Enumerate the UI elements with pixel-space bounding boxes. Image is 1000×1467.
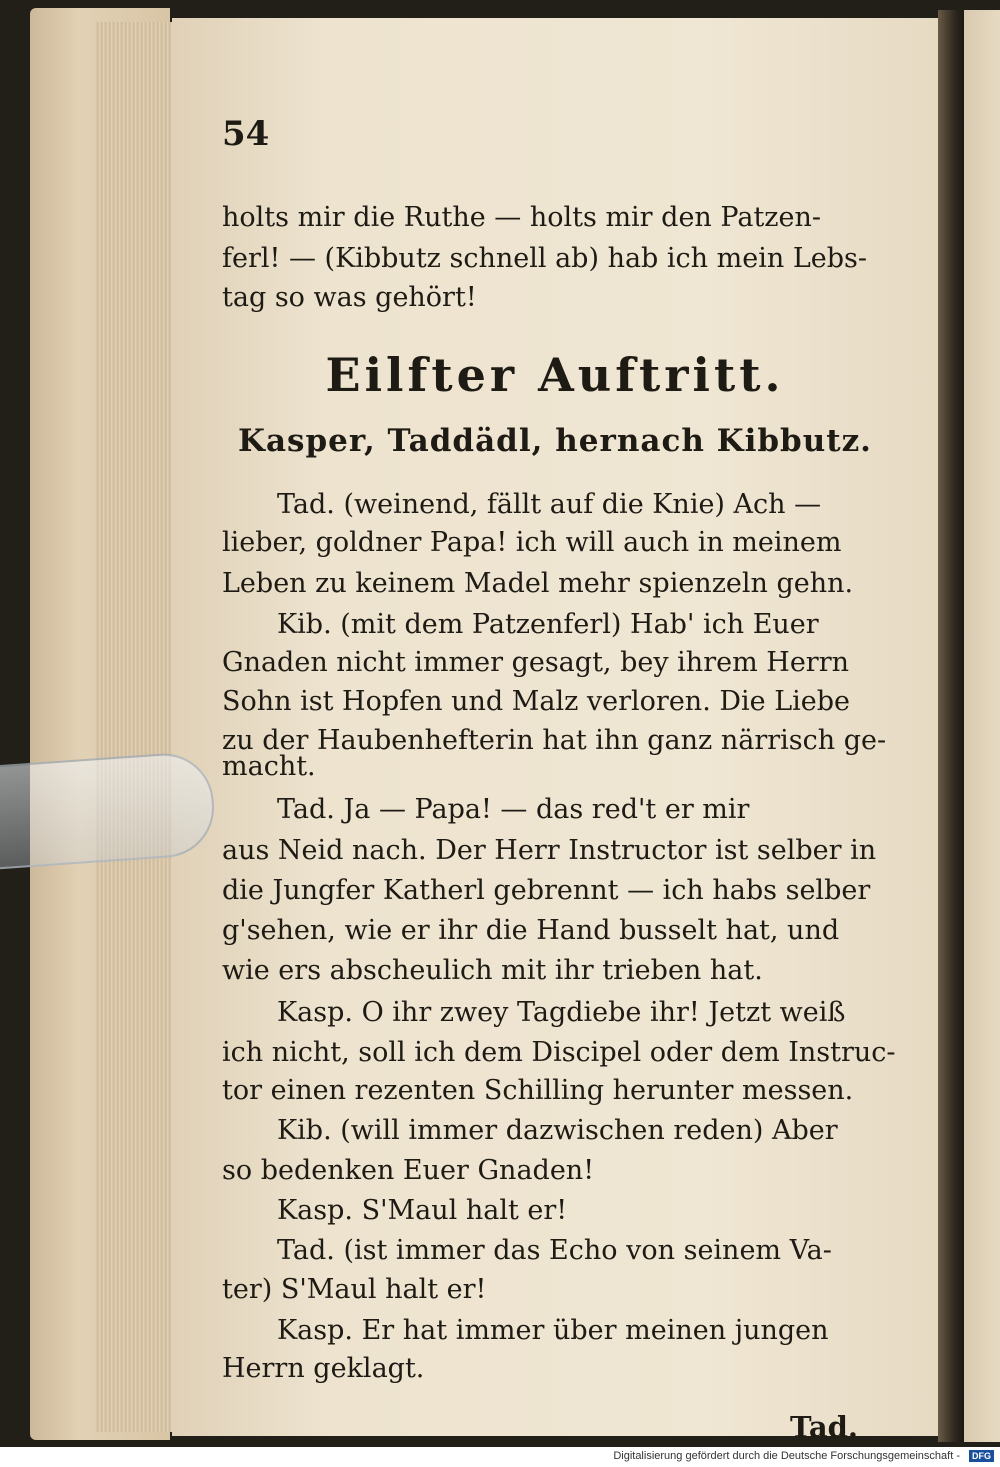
text-line: tor einen rezenten Schilling herunter messen. (222, 1075, 854, 1106)
text-line: holts mir die Ruthe — holts mir den Patzen- (222, 202, 822, 233)
text-line: aus Neid nach. Der Herr Instructor ist selber in (222, 835, 877, 866)
text-line: Kib. (mit dem Patzenferl) Hab' ich Euer (277, 609, 819, 640)
text-line: Kasp. O ihr zwey Tagdiebe ihr! Jetzt weiß (277, 997, 846, 1028)
scene-heading: Eilfter Auftritt. (325, 348, 785, 402)
page-number: 54 (222, 114, 270, 154)
text-line: Kasp. Er hat immer über meinen jungen (277, 1315, 829, 1346)
text-line: lieber, goldner Papa! ich will auch in meinem (222, 527, 842, 558)
footer-bar (0, 1447, 1000, 1467)
book-page (172, 18, 938, 1444)
text-line: Herrn geklagt. (222, 1353, 425, 1384)
text-line: tag so was gehört! (222, 282, 477, 313)
text-line: g'sehen, wie er ihr die Hand busselt hat, und (222, 915, 840, 946)
text-line: ter) S'Maul halt er! (222, 1274, 487, 1305)
dfg-logo: DFG (969, 1450, 994, 1462)
text-line: Kib. (will immer dazwischen reden) Aber (277, 1115, 838, 1146)
text-line: so bedenken Euer Gnaden! (222, 1155, 595, 1186)
text-line: zu der Haubenhefterin hat ihn ganz närrisch ge- (222, 725, 887, 756)
text-line: die Jungfer Katherl gebrennt — ich habs selber (222, 875, 871, 906)
text-line: Tad. (ist immer das Echo von seinem Va- (277, 1235, 832, 1266)
text-line: Tad. Ja — Papa! — das red't er mir (277, 794, 750, 825)
text-line: Tad. (weinend, fällt auf die Knie) Ach — (277, 489, 822, 520)
page-holder-clip (0, 750, 217, 869)
cast-list: Kasper, Taddädl, hernach Kibbutz. (238, 423, 872, 459)
text-line: Kasp. S'Maul halt er! (277, 1195, 568, 1226)
text-line: ich nicht, soll ich dem Discipel oder dem Instruc- (222, 1037, 896, 1068)
adjacent-page (964, 10, 1000, 1442)
text-line: Gnaden nicht immer gesagt, bey ihrem Herrn (222, 647, 849, 678)
footer-credit: Digitalisierung gefördert durch die Deutsche Forschungsgemeinschaft - (613, 1450, 960, 1462)
page-edges (96, 22, 174, 1432)
text-line: Sohn ist Hopfen und Malz verloren. Die Liebe (222, 686, 851, 717)
text-line: ferl! — (Kibbutz schnell ab) hab ich mein Lebs- (222, 243, 868, 274)
text-line: macht. (222, 751, 316, 782)
catchword: Tad. (790, 1410, 858, 1444)
text-line: Leben zu keinem Madel mehr spienzeln gehn. (222, 568, 854, 599)
text-line: wie ers abscheulich mit ihr trieben hat. (222, 955, 763, 986)
